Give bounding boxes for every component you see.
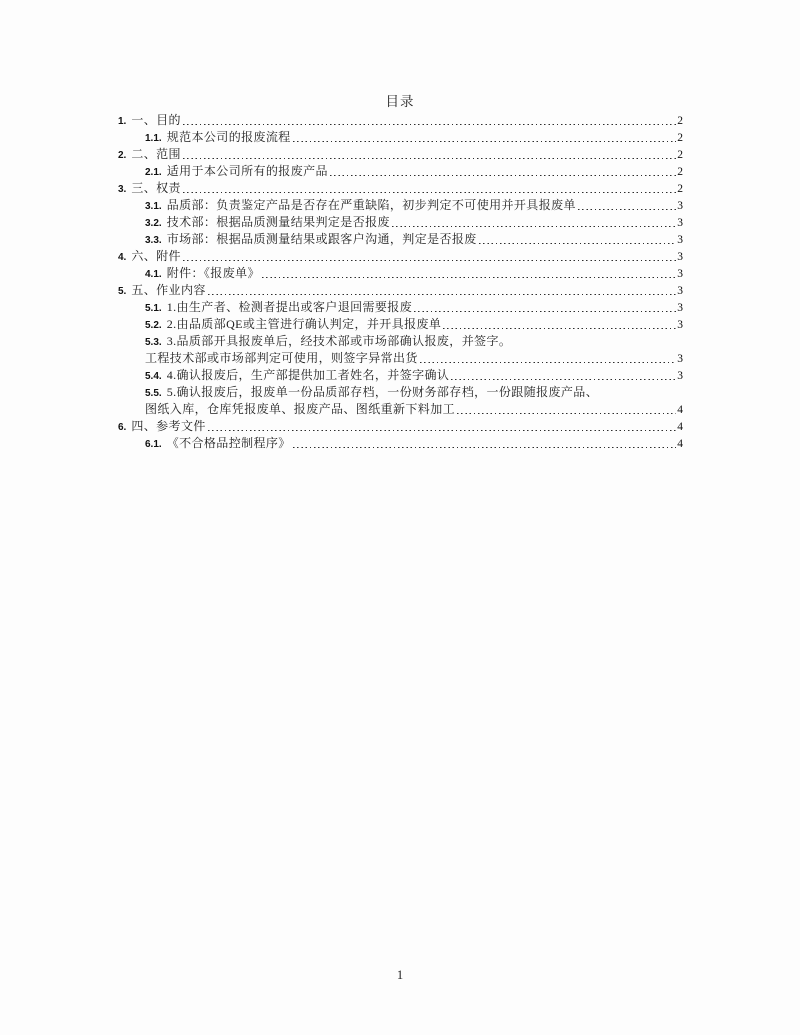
- toc-entry-page: 3: [677, 200, 683, 212]
- toc-entry: [118, 230, 683, 247]
- toc-entry-number: 6.1.: [145, 439, 162, 450]
- dot-leader: [208, 429, 677, 431]
- toc-entry-label: 规范本公司的报废流程: [166, 130, 291, 144]
- dot-leader: [457, 412, 676, 414]
- toc-entry-number: 5.: [118, 286, 127, 297]
- toc-entry-label: 市场部：根据品质测量结果或跟客户沟通，判定是否报废: [166, 232, 477, 246]
- toc-entry: [118, 179, 683, 196]
- dot-leader: [183, 259, 676, 261]
- toc-entry-number: 5.3.: [145, 337, 162, 348]
- toc-entry-page: 2: [677, 149, 683, 161]
- toc-entry: [118, 315, 683, 332]
- toc-entry-page: 2: [677, 132, 683, 144]
- toc-entry-page: 3: [677, 285, 683, 297]
- toc-entry-label: 4.确认报废后，生产部提供加工者姓名，并签字确认: [166, 368, 450, 382]
- toc-entry-number: 3.2.: [145, 218, 162, 229]
- toc-entry-label: 工程技术部或市场部判定可使用，则签字异常出货: [145, 351, 418, 365]
- toc-entry-page: 4: [677, 404, 683, 416]
- toc-entry-label: 技术部：根据品质测量结果判定是否报废: [166, 215, 390, 229]
- dot-leader: [293, 140, 677, 142]
- toc-entry: [118, 111, 683, 128]
- toc-entry-number: 1.: [118, 116, 127, 127]
- dot-leader: [330, 174, 676, 176]
- dot-leader: [451, 378, 676, 380]
- dot-leader: [293, 446, 677, 448]
- toc-entry-label: 1.由生产者、检测者提出或客户退回需要报废: [166, 300, 413, 314]
- toc-entry: [118, 298, 683, 315]
- toc-entry: [118, 264, 683, 281]
- toc-entry-number: 3.: [118, 184, 127, 195]
- toc-entry: [118, 349, 683, 366]
- toc-entry: [118, 196, 683, 213]
- dot-leader: [420, 361, 676, 363]
- toc-entry-number: 5.5.: [145, 388, 162, 399]
- dot-leader: [208, 293, 677, 295]
- dot-leader: [262, 276, 676, 278]
- toc-entry-label: 《不合格品控制程序》: [166, 436, 291, 450]
- toc-entry: [118, 332, 683, 349]
- toc-entry-number: 2.: [118, 150, 127, 161]
- toc-entry-label: 2.由品质部QE或主管进行确认判定，并开具报废单: [166, 317, 442, 331]
- dot-leader: [183, 157, 676, 159]
- toc-entry-label: 图纸入库，仓库凭报废单、报废产品、图纸重新下料加工: [145, 402, 456, 416]
- toc-entry-page: 3: [677, 217, 683, 229]
- toc-entry: [118, 366, 683, 383]
- toc-entry: [118, 383, 683, 400]
- toc-entry-number: 5.4.: [145, 371, 162, 382]
- dot-leader: [479, 242, 677, 244]
- toc-entry-number: 2.1.: [145, 167, 162, 178]
- toc-entry-label: 六、附件: [131, 249, 181, 263]
- toc-entry: [118, 162, 683, 179]
- toc-entry: [118, 247, 683, 264]
- toc-entry-label: 适用于本公司所有的报废产品: [166, 164, 328, 178]
- toc-entry: [118, 281, 683, 298]
- dot-leader: [443, 327, 676, 329]
- toc-entry: [118, 213, 683, 230]
- toc-entry-number: 1.1.: [145, 133, 162, 144]
- toc-entry-page: 2: [677, 166, 683, 178]
- toc-entry-page: 4: [677, 438, 683, 450]
- dot-leader: [578, 208, 676, 210]
- toc-entry-label: 品质部：负责鉴定产品是否存在严重缺陷，初步判定不可使用并开具报废单: [166, 198, 576, 212]
- dot-leader: [183, 191, 676, 193]
- toc-entry-number: 5.2.: [145, 320, 162, 331]
- toc-entry-page: 3: [677, 268, 683, 280]
- toc-entry-page: 3: [677, 353, 683, 365]
- toc-entry-page: 2: [677, 115, 683, 127]
- table-of-contents: [118, 111, 683, 451]
- toc-entry-label: 一、目的: [131, 113, 181, 127]
- toc-entry-label: 二、范围: [131, 147, 181, 161]
- toc-entry: [118, 400, 683, 417]
- footer-page-number: 1: [396, 968, 404, 982]
- toc-entry-number: 4.: [118, 252, 127, 263]
- toc-entry-label: 三、权责: [131, 181, 181, 195]
- toc-entry-label: 附件：《报废单》: [166, 266, 260, 280]
- toc-entry-number: 6.: [118, 422, 127, 433]
- dot-leader: [414, 310, 676, 312]
- toc-entry: [118, 145, 683, 162]
- dot-leader: [392, 225, 676, 227]
- toc-entry: [118, 434, 683, 451]
- toc-title: 目录: [385, 94, 415, 109]
- toc-entry-label: 3.品质部开具报废单后，经技术部或市场部确认报废，并签字。: [166, 334, 512, 348]
- toc-entry: [118, 128, 683, 145]
- toc-entry-label: 四、参考文件: [131, 419, 206, 433]
- toc-entry-number: 3.3.: [145, 235, 162, 246]
- toc-entry-page: 3: [677, 251, 683, 263]
- toc-entry-number: 4.1.: [145, 269, 162, 280]
- toc-entry-page: 4: [677, 421, 683, 433]
- toc-entry: [118, 417, 683, 434]
- toc-entry-page: 3: [677, 234, 683, 246]
- dot-leader: [183, 123, 676, 125]
- toc-entry-page: 3: [677, 370, 683, 382]
- toc-entry-page: 3: [677, 319, 683, 331]
- toc-entry-number: 3.1.: [145, 201, 162, 212]
- toc-entry-page: 2: [677, 183, 683, 195]
- toc-entry-page: 3: [677, 302, 683, 314]
- toc-entry-label: 五、作业内容: [131, 283, 206, 297]
- toc-entry-number: 5.1.: [145, 303, 162, 314]
- toc-entry-label: 5.确认报废后，报废单一份品质部存档，一份财务部存档，一份跟随报废产品、: [166, 385, 599, 399]
